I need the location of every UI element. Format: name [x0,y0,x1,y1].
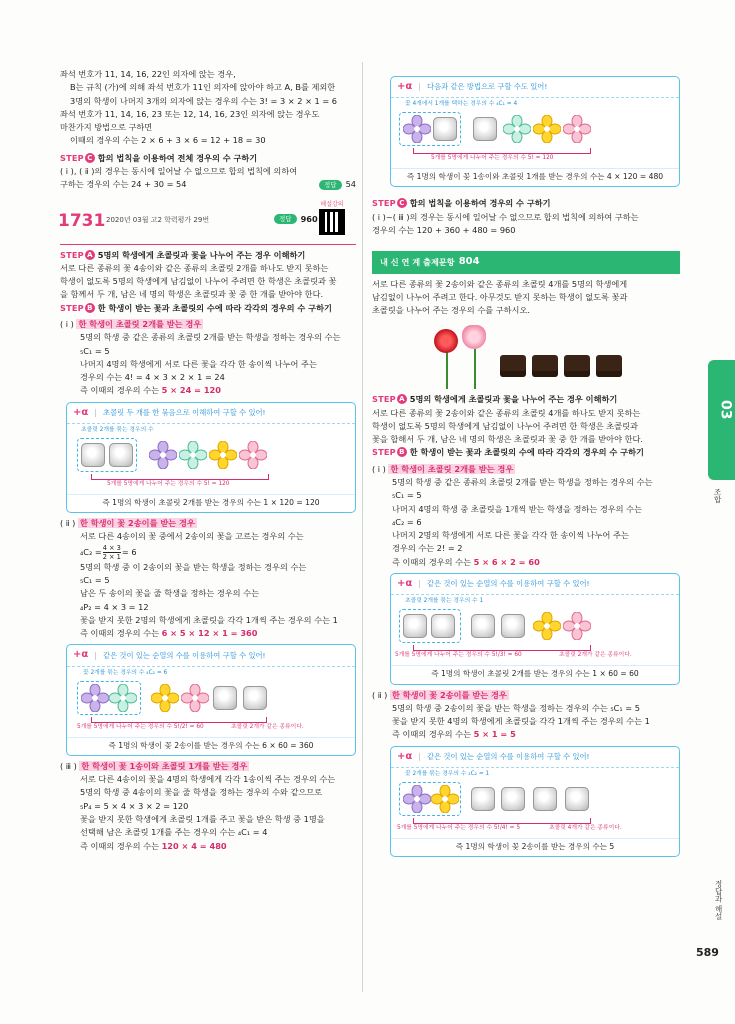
divider-bar: | [418,751,422,762]
case-line: 5명의 학생 중 같은 종류의 초콜릿 2개를 받는 학생을 정하는 경우의 수는 [80,332,341,343]
chocolate-icon [403,614,427,638]
tip-label-bottom: 5개를 5명에게 나누어 주는 경우의 수 5!/2! = 60 [77,723,204,730]
intro-line: 좌석 번호가 11, 14, 16, 23 또는 12, 14, 16, 23인 의자에 앉는 경우도 [60,108,320,119]
tip-label-top: 꽃 4개에서 1개를 택하는 경우의 수 ₄C₁ = 4 [405,101,518,108]
stepc-line: ( ⅰ )~( ⅲ )의 경우는 동시에 일어날 수 없으므로 합의 법칙에 의하여 구하는 [372,211,639,222]
step-b-heading: STEP B 한 학생이 받는 꽃과 초콜릿의 수에 따라 각각의 경우의 수 구하기 [372,447,644,458]
mint-flower-icon [109,684,137,712]
case-line: 서로 다른 4송이의 꽃 중에서 2송이의 꽃을 고르는 경우의 수는 [80,531,304,542]
case-result [372,728,680,741]
pink-flower-icon [563,612,591,640]
case-line: 나머지 4명의 학생 중 초콜릿을 1개씩 받는 학생을 정하는 경우의 수는 [392,503,642,514]
mint-flower-icon [179,441,207,469]
case-line: 나머지 4명의 학생에게 서로 다른 꽃을 각각 한 송이씩 나누어 주는 [80,358,317,369]
related-line: 남김없이 나누어 주려고 한다. 아무것도 받지 못하는 학생이 없도록 꽃과 [372,291,628,302]
case-heading [372,463,680,476]
case-result [60,384,356,397]
case-result [372,556,680,569]
pink-tulip-icon [462,325,486,349]
related-line: 초콜릿을 나누어 주는 경우의 수를 구하시오. [372,305,530,316]
case-line: 꽃을 받지 못한 2명의 학생에게 초콜릿을 각각 1개씩 주는 경우의 수는 1 [80,614,338,625]
divider-bar: | [94,407,98,418]
step-title: 한 학생이 받는 꽃과 초콜릿의 수에 따라 각각의 경우의 수 구하기 [97,302,332,313]
case-label: ( ⅱ ) [372,689,388,700]
case-result [60,627,356,640]
case-line: 꽃을 받지 못한 학생에게 초콜릿 1개를 주고 꽃을 받은 학생 중 1명을 [80,813,325,824]
step-title: 5명의 학생에게 초콜릿과 꽃을 나누어 주는 경우 이해하기 [97,249,306,260]
answer-label: 정답 [274,214,297,224]
tip-text: 같은 것이 있는 순열의 수를 이용하여 구할 수 있어! [427,751,590,761]
pink-flower-icon [239,441,267,469]
purple-flower-icon [403,115,431,143]
yellow-flower-icon [533,612,561,640]
problem-rule [60,244,356,245]
fraction [103,544,121,561]
case-line: 5명의 학생 중 같은 종류의 초콜릿 2개를 받는 학생을 정하는 경우의 수는 [392,477,653,488]
tip-illustration [67,424,355,494]
tip-header [391,574,679,595]
case-line: 경우의 수는 4! = 4 × 3 × 2 × 1 = 24 [80,372,225,383]
tip-footer: 즉 1명의 학생이 꽃 2송이를 받는 경우의 수는 5 [391,838,679,856]
case-label: ( ⅲ ) [60,760,77,771]
chapter-label: 조합 [713,488,723,503]
tip-label-bottom: 5개를 5명에게 나누어 주는 경우의 수 5!/4! = 5 [397,824,521,831]
problem-answer: 960 [300,213,318,224]
column-divider [362,62,363,992]
chocolate-icon [109,443,133,467]
chocolate-icon [81,443,105,467]
tip-header [67,645,355,666]
plus-alpha-icon: +α [73,406,89,418]
related-problem-banner [372,251,680,273]
tip-illustration [67,667,355,737]
answer-value: 54 [345,179,356,190]
intro-line: 3명의 학생이 나머지 3개의 의자에 앉는 경우의 수는 3! = 3 × 2 × 1 = 6 [70,95,338,106]
chocolate-icon [213,686,237,710]
yellow-flower-icon [151,684,179,712]
case-line: ₅C₁ = 5 [80,345,110,356]
chocolate-icon [471,614,495,638]
chocolate-icon [532,355,558,377]
case-line: 경우의 수는 2! = 2 [392,543,463,554]
case-title: 한 학생이 꽃 2송이를 받는 경우 [391,689,507,700]
formula-prefix: ₄C₂ = [80,546,102,557]
stepc-line: ( ⅰ ), ( ⅱ )의 경우는 동시에 일어날 수 없으므로 합의 법칙에 의하여 [60,165,298,176]
case-line: 남은 두 송이의 꽃을 줄 학생을 정하는 경우의 수는 [80,588,260,599]
problem-answer-badge [274,213,318,226]
case-line: 5명의 학생 중 2송이의 꽃을 받는 학생을 정하는 경우의 수는 ₅C₁ = 5 [392,702,640,713]
stepc-line: 경우의 수는 120 + 360 + 480 = 960 [372,225,516,236]
formula-suffix: = 6 [121,546,137,557]
tip-label-top: 초콜릿 2개를 묶는 경우의 수 [81,426,154,433]
divider-bar: | [418,81,422,92]
chocolate-icon [596,355,622,377]
chocolate-icon [565,787,589,811]
tip-footer: 즉 1명의 학생이 꽃 1송이와 초콜릿 1개를 받는 경우의 수는 4 × 120 = 480 [391,168,679,186]
result-prefix: 즉 이때의 경우의 수는 [80,840,159,851]
qr-label: 해설강의 [320,200,344,208]
result-value: 120 × 4 = 480 [161,840,227,851]
result-value: 5 × 1 = 5 [473,729,516,740]
chocolate-icon [243,686,267,710]
result-value: 5 × 24 = 120 [161,385,221,396]
intro-line: 좌석 번호가 11, 14, 16, 22인 의자에 앉는 경우, [60,69,236,79]
tip-text: 같은 것이 있는 순열의 수를 이용하여 구할 수 있어! [103,650,266,660]
page-number: 589 [696,946,719,959]
tip-label-bottom: 5개를 5명에게 나누어 주는 경우의 수 5! = 120 [431,155,554,162]
tip-illustration [391,98,679,168]
red-rose-icon [434,329,458,353]
plus-alpha-icon: +α [73,649,89,661]
chocolate-icon [473,117,497,141]
chocolate-icon [533,787,557,811]
stepa-line: 꽃을 합해서 두 개, 남은 네 명의 학생은 초콜릿과 꽃 중 한 개를 받아야 한다. [372,434,644,445]
result-value: 6 × 5 × 12 × 1 = 360 [161,628,258,639]
case-line: 5명의 학생 중 이 2송이의 꽃을 받는 학생을 정하는 경우의 수는 [80,561,307,572]
chocolate-icon [501,787,525,811]
tip-box-2 [66,644,356,755]
tip-label-top: 꽃 2개를 묶는 경우의 수 ₄C₂ = 6 [83,669,168,676]
numerator: 4 × 3 [102,543,121,552]
stem [474,349,476,389]
answer-row [60,178,356,191]
lecture-qr[interactable] [318,200,346,236]
tip-illustration [391,768,679,838]
tip-header [391,747,679,768]
tip-box-5 [390,746,680,857]
stepa-line: 을 함께서 두 개, 남은 네 명의 학생은 초콜릿과 꽃 중 한 개를 받아야 한다. [60,289,324,300]
answer-label: 정답 [319,180,342,190]
pink-flower-icon [563,115,591,143]
chocolate-icon [433,117,457,141]
plus-alpha-icon: +α [397,578,413,590]
step-c-heading [60,152,356,165]
case-line: 선택해 남은 초콜릿 1개를 주는 경우의 수는 ₄C₁ = 4 [80,827,268,838]
step-title: 5명의 학생에게 초콜릿과 꽃을 나누어 주는 경우 이해하기 [409,394,618,405]
case-title: 한 학생이 초콜릿 2개를 받는 경우 [78,318,202,329]
chocolate-icon [501,614,525,638]
case-line: 서로 다른 4송이의 꽃을 4명의 학생에게 각각 1송이씩 주는 경우의 수는 [80,774,336,785]
chocolate-icon [471,787,495,811]
tip-text: 같은 것이 있는 순열의 수를 이용하여 구할 수 있어! [427,579,590,589]
chapter-tab[interactable] [708,360,735,480]
tip-label-bottom: 5개를 5명에게 나누어 주는 경우의 수 5!/3! = 60 [395,652,522,659]
case-label: ( ⅰ ) [60,318,74,329]
result-prefix: 즉 이때의 경우의 수는 [80,385,159,396]
stepa-line: 서로 다른 종류의 꽃 2송이와 같은 종류의 초콜릿 4개를 하나도 받지 못하는 [372,407,641,418]
tip-header [67,403,355,424]
case-line: ₅C₁ = 5 [80,574,110,585]
case-heading [60,318,356,331]
purple-flower-icon [149,441,177,469]
stepc-line: 구하는 경우의 수는 24 + 30 = 54 [60,179,187,190]
tip-text: 다음과 같은 방법으로 구할 수도 있어! [427,82,548,92]
tip-box-1 [66,402,356,513]
intro-line: 이때의 경우의 수는 2 × 6 + 3 × 6 = 12 + 18 = 30 [70,135,266,146]
chapter-number: 03 [717,400,734,420]
case-line: 나머지 2명의 학생에게 서로 다른 꽃을 각각 한 송이씩 나누어 주는 [392,530,629,541]
result-prefix: 즉 이때의 경우의 수는 [392,729,471,740]
result-prefix: 즉 이때의 경우의 수는 [80,628,159,639]
plus-alpha-icon: +α [397,81,413,92]
case-line: ₅P₄ = 5 × 4 × 3 × 2 = 120 [80,800,189,811]
left-column [60,68,356,853]
case-line: ₄C₂ = 6 [392,516,422,527]
banner-number: 804 [458,256,480,268]
case-heading [60,760,356,773]
stem [446,349,448,389]
tip-footer: 즉 1명의 학생이 초콜릿 2개를 받는 경우의 수는 1 × 120 = 120 [67,494,355,512]
chocolate-icon [431,614,455,638]
step-c-heading: STEP C 합의 법칙을 이용하여 경우의 수 구하기 [372,198,551,209]
case-line: 꽃을 받지 못한 4명의 학생에게 초콜릿을 각각 1개씩 주는 경우의 수는 1 [392,716,650,727]
case-heading [60,517,356,530]
yellow-flower-icon [431,785,459,813]
tip-label-right: 초콜릿 4개가 같은 종류이다. [549,824,622,831]
problem-header [58,200,356,242]
case-heading [372,689,680,702]
flowers-chocolates-image [372,319,680,389]
case-line: ₄P₂ = 4 × 3 = 12 [80,601,149,612]
denominator: 2 × 1 [102,552,121,561]
step-letter: C [85,153,95,163]
case-formula [60,544,356,561]
step-title: 합의 법칙을 이용하여 경우의 수 구하기 [409,198,551,209]
case-title: 한 학생이 꽃 2송이를 받는 경우 [79,518,195,529]
qr-code-icon[interactable] [319,209,345,235]
tip-label-bottom: 5개를 5명에게 나누어 주는 경우의 수 5! = 120 [107,480,230,487]
tip-footer: 즉 1명의 학생이 꽃 2송이를 받는 경우의 수는 6 × 60 = 360 [67,737,355,755]
step-title: 한 학생이 받는 꽃과 초콜릿의 수에 따라 각각의 경우의 수 구하기 [409,447,644,458]
case-title: 한 학생이 초콜릿 2개를 받는 경우 [390,463,514,474]
step-a-heading: STEP A 5명의 학생에게 초콜릿과 꽃을 나누어 주는 경우 이해하기 [60,249,306,260]
tip-header [391,77,679,98]
step-tag: STEP [60,152,84,163]
tip-label-right: 초콜릿 2개가 같은 종류이다. [559,652,632,659]
case-line: 5명의 학생 중 4송이의 꽃을 줄 학생을 정하는 경우의 수와 같으므로 [80,787,323,798]
pink-flower-icon [181,684,209,712]
yellow-flower-icon [209,441,237,469]
step-a-heading: STEP A 5명의 학생에게 초콜릿과 꽃을 나누어 주는 경우 이해하기 [372,394,618,405]
tip-box-4 [390,573,680,684]
stepa-line: 학생이 없도록 5명의 학생에게 남김없이 나누어 주려면 한 학생은 초콜릿과 꽃 [60,276,337,287]
stepa-line: 학생이 없도록 5명의 학생에게 남김없이 나누어 주려면 한 학생은 초콜릿과 [372,420,638,431]
chocolate-icon [564,355,590,377]
chocolate-icon [500,355,526,377]
stepa-line: 서로 다른 종류의 꽃 4송이와 같은 종류의 초콜릿 2개를 하나도 받지 못하는 [60,262,329,273]
mint-flower-icon [503,115,531,143]
tip-illustration [391,595,679,665]
section-footer-label: 정답과 해설 [714,880,724,920]
tip-label-top: 초콜릿 2개를 묶는 경우의 수 1 [405,598,484,605]
purple-flower-icon [81,684,109,712]
step-title: 합의 법칙을 이용하여 전체 경우의 수 구하기 [97,152,258,163]
tip-text: 초콜릿 두 개를 한 묶음으로 이해하여 구할 수 있어! [103,407,266,417]
case-title: 한 학생이 꽃 1송이와 초콜릿 1개를 받는 경우 [81,760,248,771]
tip-box-3 [390,76,680,187]
case-result [60,840,356,853]
banner-label: 내 신 연 계 출제문항 [380,256,455,267]
problem-source: 2020년 03월 고2 학력평가 29번 [106,215,210,224]
related-line: 서로 다른 종류의 꽃 2송이와 같은 종류의 초콜릿 4개를 5명의 학생에게 [372,278,628,289]
problem-number: 1731 [58,210,106,231]
yellow-flower-icon [533,115,561,143]
intro-line: 마찬가지 방법으로 구하면 [60,122,153,133]
intro-line: B는 규칙 (가)에 의해 좌석 번호가 11인 의자에 앉아야 하고 A, B를 제외한 [70,82,336,93]
result-value: 5 × 6 × 2 = 60 [473,556,540,567]
right-column [372,66,680,861]
step-b-heading: STEP B 한 학생이 받는 꽃과 초콜릿의 수에 따라 각각의 경우의 수 구하기 [60,302,332,313]
case-label: ( ⅰ ) [372,463,386,474]
case-line: ₅C₁ = 5 [392,490,422,501]
plus-alpha-icon: +α [397,750,413,762]
divider-bar: | [94,649,98,660]
tip-footer: 즉 1명의 학생이 초콜릿 2개를 받는 경우의 수는 1 × 60 = 60 [391,665,679,683]
tip-label-right: 초콜릿 2개가 같은 종류이다. [231,723,304,730]
answer-badge [319,178,356,191]
case-label: ( ⅱ ) [60,518,76,529]
purple-flower-icon [403,785,431,813]
divider-bar: | [418,578,422,589]
result-prefix: 즉 이때의 경우의 수는 [392,556,471,567]
tip-label-top: 꽃 2개를 묶는 경우의 수 ₂C₂ = 1 [405,770,490,777]
